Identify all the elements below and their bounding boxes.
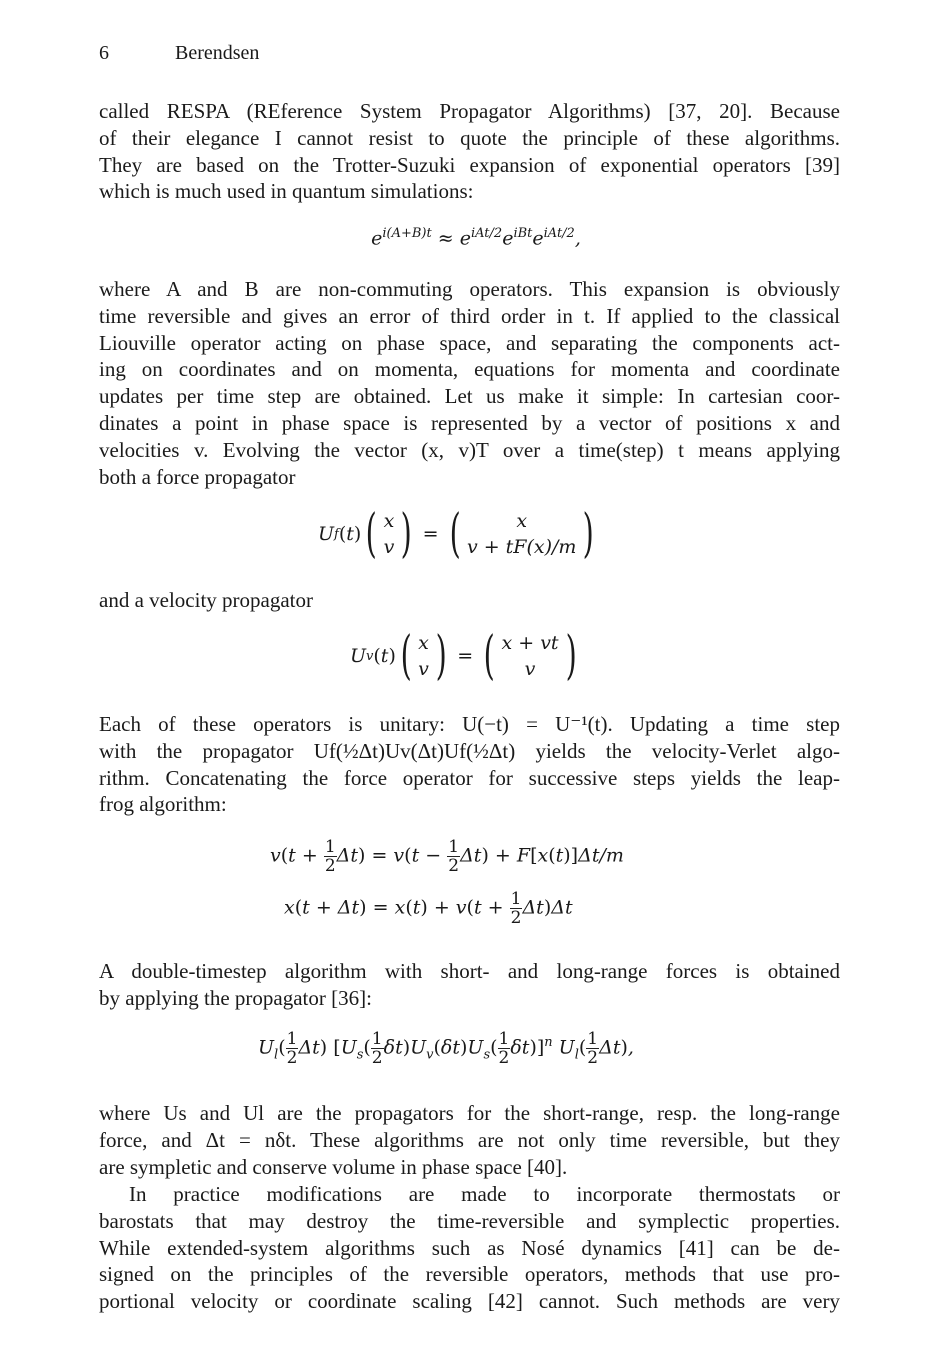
text-line: dinates a point in phase space is represented by a vector of positions x and: [99, 410, 840, 435]
text-line: In practice modifications are made to incorporate thermostats or: [129, 1182, 840, 1206]
paragraph-velocity-propagator: [99, 587, 840, 614]
text-line: barostats that may destroy the time-reversible and symplectic properties.: [99, 1208, 840, 1233]
page-number: 6: [99, 42, 109, 64]
text-line: velocities v. Evolving the vector (x, v)T over a time(step) t means applying: [99, 437, 840, 462]
equation-force-propagator: U f ( t ) ( x v ) = ( x v + tF(x)/m ): [318, 504, 595, 564]
text-line: which is much used in quantum simulations:: [99, 179, 474, 204]
text-line: updates per time step are obtained. Let us make it simple: In cartesian coor-: [99, 384, 840, 409]
text-line: Each of these operators is unitary: U(−t) = U⁻¹(t). Updating a time step: [99, 712, 840, 736]
text-line: where A and B are non-commuting operators. This expansion is obviously: [99, 277, 840, 301]
text-line: both a force propagator: [99, 464, 296, 489]
text-line: force, and Δt = nδt. These algorithms are not only time reversible, but they: [99, 1127, 840, 1152]
text-line: called RESPA (REference System Propagator Algorithms) [37, 20]. Because: [99, 99, 840, 123]
text-line: of their elegance I cannot resist to quote the principle of these algorithms.: [99, 125, 840, 150]
text-line: by applying the propagator [36]:: [99, 985, 372, 1010]
text-line: are sympletic and conserve volume in phase space [40].: [99, 1154, 568, 1179]
text-line: portional velocity or coordinate scaling [42] cannot. Such methods are very: [99, 1289, 840, 1314]
paragraph-thermostats: [99, 1181, 840, 1315]
equation-double-timestep: $U_l$( $\frac{1}{2}$ Δt) [$U_s$( $\frac{1}{2}$ $\delta t)U_v(\delta t)U_s$( $\frac{1}{2}$ δt)]$^n$ $U_l$( $\frac{1}{2}$ Δt),: [258, 1029, 634, 1068]
equation-leapfrog-v: v(t + $\frac{1}{2}$ Δt) = v(t − $\frac{1}{2}$ Δt) + F[x(t)]Δt/m: [270, 837, 624, 876]
text-line: Liouville operator acting on phase space, and separating the components act-: [99, 330, 840, 355]
text-line: rithm. Concatenating the force operator for successive steps yields the leap-: [99, 765, 840, 790]
text-line: A double-timestep algorithm with short- and long-range forces is obtained: [99, 959, 840, 983]
paragraph-unitary: [99, 711, 840, 818]
text-line: where Us and Ul are the propagators for the short-range, resp. the long-range: [99, 1101, 840, 1125]
text-line: signed on the principles of the reversible operators, methods that use pro-: [99, 1262, 840, 1287]
equation-trotter: $e^{i(A+B)t} \approx e^{iAt/2}e^{iBt}e^{iAt/2}$,: [371, 226, 581, 250]
text-line: with the propagator Uf(½Δt)Uv(Δt)Uf(½Δt) yields the velocity-Verlet algo-: [99, 738, 840, 763]
running-author: Berendsen: [175, 42, 260, 64]
text-line: ing on coordinates and on momenta, equations for momenta and coordinate: [99, 357, 840, 382]
equation-leapfrog-x: x(t + Δt) = x(t) + v(t + $\frac{1}{2}$ Δt)Δt: [284, 889, 573, 928]
running-header: [99, 42, 259, 65]
paragraph-operators: [99, 276, 840, 490]
text-line: They are based on the Trotter-Suzuki expansion of exponential operators [39]: [99, 152, 840, 177]
text-line: frog algorithm:: [99, 792, 227, 817]
paragraph-double-timestep: [99, 958, 840, 1012]
text-line: While extended-system algorithms such as Nosé dynamics [41] can be de-: [99, 1235, 840, 1260]
text-line: and a velocity propagator: [99, 588, 313, 612]
text-line: time reversible and gives an error of third order in t. If applied to the classical: [99, 303, 840, 328]
paragraph-symplectic: [99, 1100, 840, 1180]
equation-velocity-propagator: U v ( t ) ( x v ) = ( x + vt v ): [350, 626, 577, 686]
paragraph-respa: [99, 98, 840, 205]
